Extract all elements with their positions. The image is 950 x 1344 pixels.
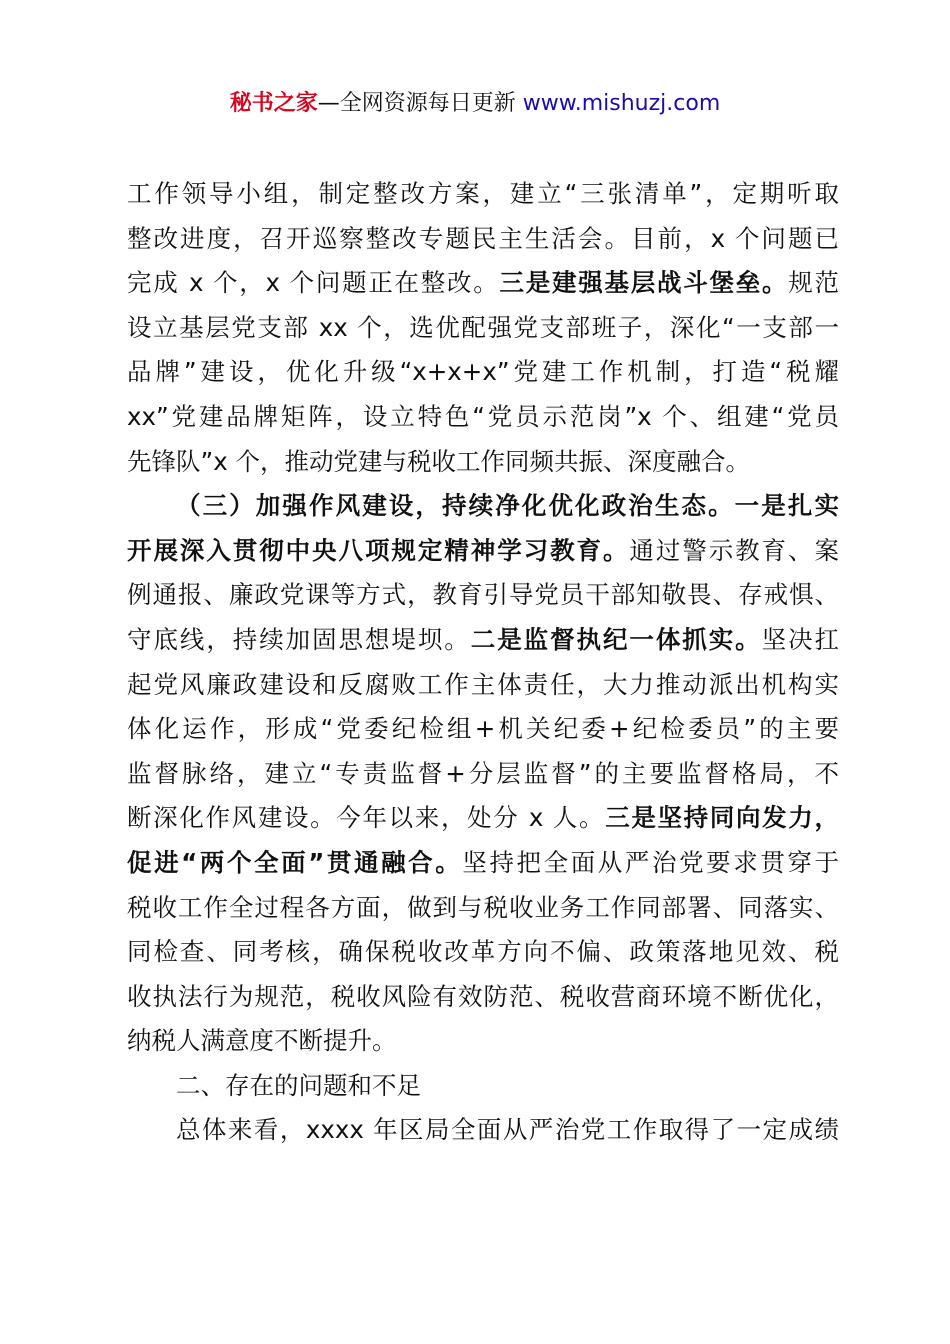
text-line — [127, 261, 839, 306]
text-segment: 坚决扛 — [761, 624, 840, 654]
text-segment: 体化运作，形成“党委纪检组+机关纪委+纪检委员”的主要 — [127, 714, 839, 744]
text-segment: 通过警示教育、案 — [629, 535, 840, 565]
bold-text-segment: 促进“两个全面”贯通融合。 — [127, 847, 463, 877]
text-line — [127, 663, 839, 708]
text-line — [127, 440, 839, 485]
text-segment: 工作领导小组，制定整改方案，建立“三张清单”，定期听取 — [127, 179, 839, 208]
text-line — [127, 395, 839, 440]
text-line — [127, 796, 839, 841]
text-segment: 收执法行为规范，税收风险有效防范、税收营商环境不断优化， — [127, 981, 839, 1011]
text-segment: 设立基层党支部 xx 个，选优配强党支部班子，深化“一支部一 — [127, 312, 839, 342]
text-segment: 纳税人满意度不断提升。 — [127, 1026, 397, 1056]
text-line — [127, 1108, 839, 1153]
text-segment: 整改进度，召开巡察整改专题民主生活会。目前，x 个问题已 — [127, 223, 839, 253]
text-segment: 二、存在的问题和不足 — [176, 1070, 421, 1100]
bold-text-segment: 二是监督执纪一体抓实。 — [470, 624, 762, 654]
text-line — [127, 217, 839, 262]
text-line — [127, 1019, 839, 1064]
text-line — [127, 886, 839, 931]
bold-text-segment: 三是坚持同向发力， — [605, 803, 839, 833]
page-header — [0, 86, 950, 122]
text-segment: 同检查、同考核，确保税收改革方向不偏、政策落地见效、税 — [127, 937, 839, 967]
text-line — [127, 306, 839, 351]
text-line — [127, 975, 839, 1020]
header-slogan: —全网资源每日更新 — [317, 91, 516, 116]
bold-text-segment: 三是建强基层战斗堡垒。 — [499, 268, 789, 298]
text-segment: 税收工作全过程各方面，做到与税收业务工作同部署、同落实、 — [127, 892, 839, 922]
text-segment: xx”党建品牌矩阵，设立特色“党员示范岗”x 个、组建“党员 — [127, 401, 839, 431]
text-line — [127, 350, 839, 395]
text-line — [127, 573, 839, 618]
header-url-link[interactable]: www.mishuzj.com — [522, 91, 721, 116]
text-segment: 起党风廉政建设和反腐败工作主体责任，大力推动派出机构实 — [127, 669, 839, 699]
text-line — [127, 172, 839, 217]
text-segment: 断深化作风建设。今年以来，处分 x 人。 — [127, 803, 606, 833]
text-line — [127, 484, 839, 529]
header-brand: 秘书之家 — [229, 91, 318, 116]
text-segment: 品牌”建设，优化升级“x+x+x”党建工作机制，打造“税耀 — [127, 357, 839, 387]
text-segment: 守底线，持续加固思想堤坝。 — [127, 624, 471, 654]
text-segment: 完成 x 个，x 个问题正在整改。 — [127, 268, 500, 298]
bold-text-segment: （三）加强作风建设，持续净化优化政治生态。一是扎实 — [176, 491, 839, 521]
text-line — [127, 618, 839, 663]
document-body — [127, 172, 839, 1153]
text-line — [127, 707, 839, 752]
text-line — [127, 930, 839, 975]
text-line — [127, 841, 839, 886]
text-line — [127, 752, 839, 797]
text-segment: 规范 — [788, 268, 839, 298]
text-line — [127, 529, 839, 574]
text-line — [127, 1064, 839, 1109]
bold-text-segment: 开展深入贯彻中央八项规定精神学习教育。 — [127, 535, 630, 565]
text-segment: 先锋队”x 个，推动党建与税收工作同频共振、深度融合。 — [127, 446, 750, 476]
text-segment: 坚持把全面从严治党要求贯穿于 — [462, 847, 840, 877]
text-segment: 监督脉络，建立“专责监督+分层监督”的主要监督格局，不 — [127, 758, 839, 788]
text-segment: 总体来看，xxxx 年区局全面从严治党工作取得了一定成绩 — [176, 1115, 839, 1145]
text-segment: 例通报、廉政党课等方式，教育引导党员干部知敬畏、存戒惧、 — [127, 580, 839, 610]
